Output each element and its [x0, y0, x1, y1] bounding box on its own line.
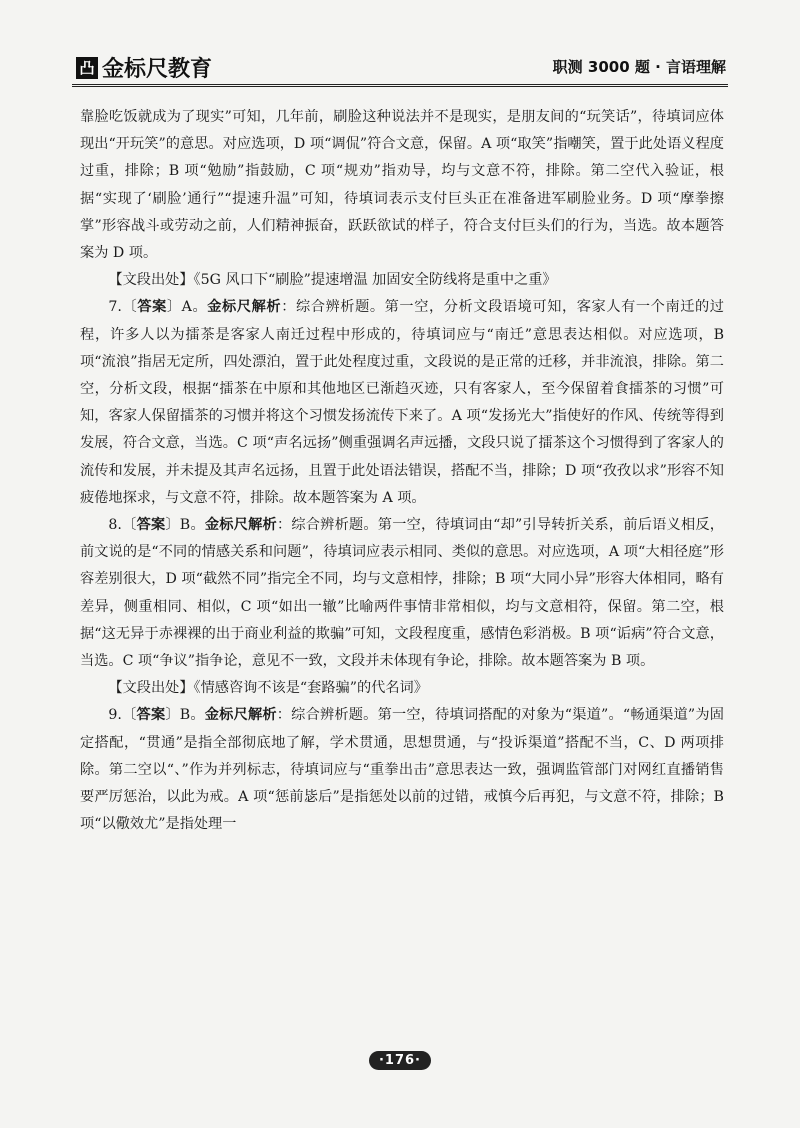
brand-logo — [76, 52, 212, 83]
question-number: 9.〔 — [108, 707, 137, 724]
page-header — [72, 48, 728, 87]
question-9-explanation — [80, 702, 724, 838]
question-number: 7.〔 — [108, 299, 138, 316]
logo-mark-icon: 凸 — [76, 57, 98, 79]
page-number: ·176· — [369, 1051, 431, 1070]
page-body — [80, 104, 724, 838]
book-title: 职测 3000 题 · 言语理解 — [552, 58, 726, 76]
analysis-label: 金标尺解析 — [204, 517, 277, 534]
answer-label: 答案 — [136, 517, 166, 534]
paragraph-continued: 靠脸吃饭就成为了现实”可知，几年前，刷脸这种说法并不是现实，是朋友间的“玩笑话”，待填词应体现出“开玩笑”的意思。对应选项，D 项“调侃”符合文意，保留。A 项“取笑”指嘲笑，置于此处语义程度过重，排除；B 项“勉励”指鼓励，C 项“规劝”指劝导，均与文意不符，排除。第二空代入验证，根据“实现了‘刷脸’通行”“提速升温”可知，待填词表示支付巨头正在准备进军刷脸业务。D 项“摩拳擦掌”形容战斗或劳动之前，人们精神振奋，跃跃欲试的样子，符合支付巨头们的行为，当选。故本题答案为 D 项。 — [80, 109, 724, 262]
analysis-text: ：综合辨析题。第一空，待填词搭配的对象为“渠道”。“畅通渠道”为固定搭配，“贯通”是指全部彻底地了解，学术贯通，思想贯通，与“投诉渠道”搭配不当，C、D 两项排除。第二空以“、”作为并列标志，待填词应与“重拳出击”意思表达一致，强调监管部门对网红直播销售要严厉惩治，以此为戒。A 项“惩前毖后”是指惩处以前的过错，戒慎今后再犯，与文意不符，排除；B 项“以儆效尤”是指处理一 — [80, 707, 724, 833]
question-8-explanation — [80, 512, 724, 675]
question-7-explanation — [80, 294, 724, 512]
source-citation: 【文段出处】《5G 风口下“刷脸”提速增温 加固安全防线将是重中之重》 — [108, 272, 557, 289]
answer-label: 答案 — [136, 707, 166, 724]
page-footer — [0, 1049, 800, 1070]
source-citation: 【文段出处】《情感咨询不该是“套路骗”的代名词》 — [108, 680, 428, 697]
answer-value: 〕B。 — [165, 517, 205, 534]
answer-label: 答案 — [137, 299, 167, 316]
analysis-text: ：综合辨析题。第一空，待填词由“却”引导转折关系，前后语义相反，前文说的是“不同的情感关系和问题”，待填词应表示相同、类似的意思。对应选项，A 项“大相径庭”形容差别很大，D 项“截然不同”指完全不同，均与文意相悖，排除；B 项“大同小异”形容大体相同，略有差异，侧重相同、相似，C 项“如出一辙”比喻两件事情非常相似，均与文意相符，保留。第二空，根据“这无异于赤裸裸的出于商业利益的欺骗”可知，文段程度重，感情色彩消极。B 项“诟病”符合文意，当选。C 项“争议”指争论，意见不一致，文段并未体现有争论，排除。故本题答案为 B 项。 — [80, 517, 724, 670]
answer-value: 〕B。 — [165, 707, 205, 724]
analysis-label: 金标尺解析 — [207, 299, 282, 316]
analysis-text: ：综合辨析题。第一空，分析文段语境可知，客家人有一个南迁的过程，许多人以为擂茶是客家人南迁过程中形成的，待填词应与“南迁”意思表达相似。对应选项，B 项“流浪”指居无定所，四处漂泊，置于此处程度过重，文段说的是正常的迁移，并非流浪，排除。第二空，分析文段，根据“擂茶在中原和其他地区已渐趋灭迹，只有客家人，至今保留着食擂茶的习惯”可知，客家人保留擂茶的习惯并将这个习惯发扬流传下来了。A 项“发扬光大”指使好的作风、传统等得到发展，符合文意，当选。C 项“声名远扬”侧重强调名声远播，文段只说了擂茶这个习惯得到了客家人的流传和发展，并未提及其声名远扬，且置于此处语法错误，搭配不当，排除；D 项“孜孜以求”形容不知疲倦地探求，与文意不符，排除。故本题答案为 A 项。 — [80, 299, 724, 506]
question-number: 8.〔 — [108, 517, 137, 534]
analysis-label: 金标尺解析 — [204, 707, 277, 724]
answer-value: 〕A。 — [166, 299, 208, 316]
brand-name: 金标尺教育 — [102, 57, 213, 82]
